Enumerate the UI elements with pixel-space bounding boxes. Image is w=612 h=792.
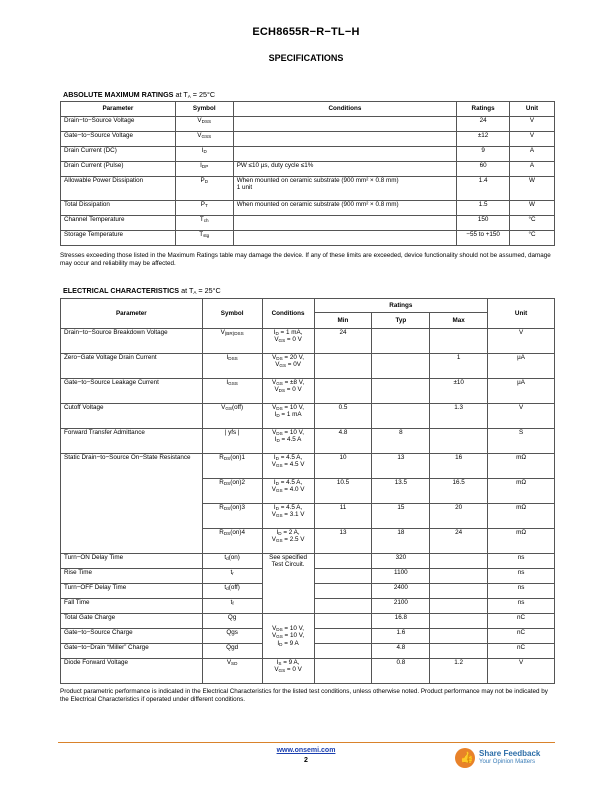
min-cell — [314, 569, 372, 584]
unit-cell: V — [488, 404, 555, 429]
max-cell: 1.3 — [430, 404, 488, 429]
header-symbol: Symbol — [175, 102, 233, 117]
page-number: 2 — [304, 757, 308, 764]
header-conditions: Conditions — [262, 299, 314, 329]
symbol-cell: $R_{DS}(on)1$ — [202, 454, 262, 479]
table-row — [61, 147, 555, 162]
conditions-cell: When mounted on ceramic substrate (900 mm² × 0.8 mm) — [233, 201, 456, 216]
section-heading: SPECIFICATIONS — [268, 53, 344, 63]
symbol-cell: $I_{DP}$ — [175, 162, 233, 177]
unit-cell: A — [510, 147, 555, 162]
header-typ: Typ — [372, 313, 430, 329]
symbol-cell: $I_{GSS}$ — [202, 379, 262, 404]
symbol-cell: $V_{DSS}$ — [175, 117, 233, 132]
electrical-characteristics-table — [60, 298, 555, 684]
unit-cell: nC — [488, 614, 555, 629]
conditions-cell: $V_{DS} = 10$ V, $I_D = 1$ mA — [262, 404, 314, 429]
symbol-cell: $P_D$ — [175, 177, 233, 201]
parameter-cell: Turn−OFF Delay Time — [61, 584, 203, 599]
max-cell — [430, 614, 488, 629]
header-symbol: Symbol — [202, 299, 262, 329]
parameter-cell: Storage Temperature — [61, 231, 176, 246]
max-cell — [430, 584, 488, 599]
unit-cell: ns — [488, 584, 555, 599]
symbol-cell: $R_{DS}(on)4$ — [202, 529, 262, 554]
max-cell — [430, 599, 488, 614]
header-ratings: Ratings — [314, 299, 488, 313]
electrical-characteristics-title: ELECTRICAL CHARACTERISTICS — [63, 286, 180, 295]
parameter-cell: Rise Time — [61, 569, 203, 584]
symbol-cell: $P_T$ — [175, 201, 233, 216]
typ-cell: 16.8 — [372, 614, 430, 629]
conditions-cell: When mounted on ceramic substrate (900 mm² × 0.8 mm) 1 unit — [233, 177, 456, 201]
rating-cell: ±12 — [457, 132, 510, 147]
max-cell: 1 — [430, 354, 488, 379]
electrical-characteristics-note: Product parametric performance is indicated in the Electrical Characteristics for the listed test conditions, unless otherwise noted. Product performance may not be indicated by the Electrical Characteristics if operated under different conditions. — [60, 688, 548, 703]
parameter-cell: Drain−to−Source Breakdown Voltage — [61, 329, 203, 354]
table-row — [61, 379, 555, 404]
min-cell — [314, 584, 372, 599]
symbol-cell: $V_{GS}(off)$ — [202, 404, 262, 429]
min-cell — [314, 659, 372, 684]
conditions-cell — [233, 216, 456, 231]
abs-max-ratings-note: Stresses exceeding those listed in the Maximum Ratings table may damage the device. If any of these limits are exceeded, device functionality should not be assumed, damage may occur and reliability may be affected. — [60, 252, 551, 267]
abs-max-ratings-table — [60, 101, 555, 246]
unit-cell: °C — [510, 231, 555, 246]
parameter-cell: Gate−to−Source Voltage — [61, 132, 176, 147]
min-cell — [314, 599, 372, 614]
typ-cell: 2400 — [372, 584, 430, 599]
rating-cell: 150 — [457, 216, 510, 231]
table-row — [61, 659, 555, 684]
typ-cell: 13.5 — [372, 479, 430, 504]
conditions-cell: $I_D = 4.5$ A, $V_{GS} = 4.0$ V — [262, 479, 314, 504]
typ-cell: 2100 — [372, 599, 430, 614]
typ-cell: 320 — [372, 554, 430, 569]
table-row — [61, 162, 555, 177]
typ-cell — [372, 329, 430, 354]
typ-cell: 8 — [372, 429, 430, 454]
header-parameter: Parameter — [61, 102, 176, 117]
symbol-cell: $t_f$ — [202, 599, 262, 614]
conditions-cell — [233, 117, 456, 132]
conditions-cell: $I_D = 1$ mA, $V_{GS} = 0$ V — [262, 329, 314, 354]
symbol-cell: $t_d(off)$ — [202, 584, 262, 599]
unit-cell: A — [510, 162, 555, 177]
rating-cell: 1.5 — [457, 201, 510, 216]
header-parameter: Parameter — [61, 299, 203, 329]
typ-cell: 1.6 — [372, 629, 430, 644]
rating-cell: 9 — [457, 147, 510, 162]
table-row — [61, 201, 555, 216]
feedback-thumbs-up-icon: 👍 — [455, 748, 475, 768]
max-cell: 16 — [430, 454, 488, 479]
unit-cell: nC — [488, 629, 555, 644]
min-cell — [314, 354, 372, 379]
unit-cell: ns — [488, 569, 555, 584]
symbol-cell: $V_{(BR)DSS}$ — [202, 329, 262, 354]
conditions-cell — [233, 231, 456, 246]
table-row — [61, 177, 555, 201]
unit-cell: °C — [510, 216, 555, 231]
conditions-cell: PW ≤10 µs, duty cycle ≤1% — [233, 162, 456, 177]
symbol-cell: $t_r$ — [202, 569, 262, 584]
conditions-cell: $I_D = 4.5$ A, $V_{GS} = 4.5$ V — [262, 454, 314, 479]
unit-cell: V — [510, 117, 555, 132]
share-feedback-button[interactable] — [455, 746, 565, 772]
typ-cell: 13 — [372, 454, 430, 479]
rating-cell: −55 to +150 — [457, 231, 510, 246]
table-row — [61, 554, 555, 569]
conditions-cell: $V_{DS} = 20$ V, $V_{GS} = 0V$ — [262, 354, 314, 379]
symbol-cell: $V_{SD}$ — [202, 659, 262, 684]
table-row — [61, 614, 555, 629]
typ-cell: 18 — [372, 529, 430, 554]
max-cell: 16.5 — [430, 479, 488, 504]
abs-max-ratings-heading — [63, 90, 215, 99]
max-cell: 20 — [430, 504, 488, 529]
feedback-title: Share Feedback — [479, 749, 541, 758]
symbol-cell: Qgd — [202, 644, 262, 659]
max-cell: 1.2 — [430, 659, 488, 684]
unit-cell: mΩ — [488, 529, 555, 554]
table-row — [61, 454, 555, 479]
min-cell — [314, 614, 372, 629]
abs-max-ratings-condition: at $T_A = 25^\circ C$ — [175, 90, 216, 99]
symbol-cell: $T_{stg}$ — [175, 231, 233, 246]
table-row — [61, 216, 555, 231]
unit-cell: W — [510, 201, 555, 216]
conditions-cell: $V_{DS} = 10$ V, $I_D = 4.5$ A — [262, 429, 314, 454]
unit-cell: mΩ — [488, 479, 555, 504]
conditions-cell: $I_D = 2$ A, $V_{GS} = 2.5$ V — [262, 529, 314, 554]
parameter-cell: Total Dissipation — [61, 201, 176, 216]
header-conditions: Conditions — [233, 102, 456, 117]
unit-cell: ns — [488, 554, 555, 569]
min-cell: 13 — [314, 529, 372, 554]
unit-cell: mΩ — [488, 454, 555, 479]
conditions-cell — [233, 147, 456, 162]
symbol-cell: $t_d(on)$ — [202, 554, 262, 569]
parameter-cell: Drain Current (DC) — [61, 147, 176, 162]
symbol-cell: $V_{GSS}$ — [175, 132, 233, 147]
parameter-cell: Cutoff Voltage — [61, 404, 203, 429]
symbol-cell: | yfs | — [202, 429, 262, 454]
header-max: Max — [430, 313, 488, 329]
table-row — [61, 329, 555, 354]
min-cell: 24 — [314, 329, 372, 354]
parameter-cell: Static Drain−to−Source On−State Resistance — [61, 454, 203, 554]
conditions-cell — [233, 132, 456, 147]
footer-website-link[interactable]: www.onsemi.com — [276, 747, 336, 754]
typ-cell: 15 — [372, 504, 430, 529]
conditions-cell: $I_D = 4.5$ A, $V_{GS} = 3.1$ V — [262, 504, 314, 529]
symbol-cell: $R_{DS}(on)3$ — [202, 504, 262, 529]
parameter-cell: Gate−to−Drain “Miller” Charge — [61, 644, 203, 659]
max-cell — [430, 554, 488, 569]
rating-cell: 60 — [457, 162, 510, 177]
parameter-cell: Drain Current (Pulse) — [61, 162, 176, 177]
rating-cell: 1.4 — [457, 177, 510, 201]
parameter-cell: Zero−Gate Voltage Drain Current — [61, 354, 203, 379]
typ-cell: 0.8 — [372, 659, 430, 684]
min-cell — [314, 554, 372, 569]
typ-cell: 1100 — [372, 569, 430, 584]
parameter-cell: Total Gate Charge — [61, 614, 203, 629]
parameter-cell: Drain−to−Source Voltage — [61, 117, 176, 132]
conditions-cell: $V_{DS} = 10$ V, $V_{GS} = 10$ V, $I_D = 9$ A — [262, 614, 314, 659]
electrical-characteristics-heading — [63, 286, 221, 295]
table-row — [61, 117, 555, 132]
typ-cell — [372, 404, 430, 429]
header-ratings: Ratings — [457, 102, 510, 117]
parameter-cell: Fall Time — [61, 599, 203, 614]
max-cell — [430, 329, 488, 354]
min-cell — [314, 644, 372, 659]
unit-cell: W — [510, 177, 555, 201]
symbol-cell: Qgs — [202, 629, 262, 644]
parameter-cell: Forward Transfer Admittance — [61, 429, 203, 454]
parameter-cell: Turn−ON Delay Time — [61, 554, 203, 569]
symbol-cell: $I_D$ — [175, 147, 233, 162]
unit-cell: V — [510, 132, 555, 147]
unit-cell: V — [488, 329, 555, 354]
table-row — [61, 404, 555, 429]
feedback-subtitle: Your Opinion Matters — [479, 759, 536, 765]
min-cell: 10 — [314, 454, 372, 479]
max-cell — [430, 644, 488, 659]
parameter-cell: Allowable Power Dissipation — [61, 177, 176, 201]
unit-cell: µA — [488, 379, 555, 404]
parameter-cell: Gate−to−Source Charge — [61, 629, 203, 644]
unit-cell: V — [488, 659, 555, 684]
symbol-cell: $I_{DSS}$ — [202, 354, 262, 379]
typ-cell: 4.8 — [372, 644, 430, 659]
unit-cell: µA — [488, 354, 555, 379]
min-cell: 0.5 — [314, 404, 372, 429]
table-row — [61, 231, 555, 246]
electrical-characteristics-condition: at $T_A = 25^\circ C$ — [181, 286, 221, 295]
min-cell — [314, 379, 372, 404]
parameter-cell: Gate−to−Source Leakage Current — [61, 379, 203, 404]
abs-max-ratings-title: ABSOLUTE MAXIMUM RATINGS — [63, 90, 174, 99]
parameter-cell: Diode Forward Voltage — [61, 659, 203, 684]
unit-cell: mΩ — [488, 504, 555, 529]
unit-cell: S — [488, 429, 555, 454]
max-cell — [430, 429, 488, 454]
parameter-cell: Channel Temperature — [61, 216, 176, 231]
table-row — [61, 429, 555, 454]
header-min: Min — [314, 313, 372, 329]
symbol-cell: $R_{DS}(on)2$ — [202, 479, 262, 504]
document-title: ECH8655R−R−TL−H — [252, 26, 360, 38]
max-cell — [430, 629, 488, 644]
conditions-cell: $I_S = 9$ A, $V_{GS} = 0$ V — [262, 659, 314, 684]
unit-cell: nC — [488, 644, 555, 659]
min-cell: 4.8 — [314, 429, 372, 454]
max-cell: 24 — [430, 529, 488, 554]
symbol-cell: $T_{ch}$ — [175, 216, 233, 231]
footer-divider — [58, 742, 555, 743]
table-row — [61, 132, 555, 147]
max-cell — [430, 569, 488, 584]
typ-cell — [372, 379, 430, 404]
table-row — [61, 354, 555, 379]
typ-cell — [372, 354, 430, 379]
symbol-cell: Qg — [202, 614, 262, 629]
min-cell: 11 — [314, 504, 372, 529]
max-cell: ±10 — [430, 379, 488, 404]
min-cell — [314, 629, 372, 644]
rating-cell: 24 — [457, 117, 510, 132]
unit-cell: ns — [488, 599, 555, 614]
min-cell: 10.5 — [314, 479, 372, 504]
header-unit: Unit — [510, 102, 555, 117]
conditions-cell: $V_{GS} = \pm 8$ V, $V_{DS} = 0$ V — [262, 379, 314, 404]
header-unit: Unit — [488, 299, 555, 329]
conditions-cell: See specified Test Circuit. — [262, 554, 314, 614]
